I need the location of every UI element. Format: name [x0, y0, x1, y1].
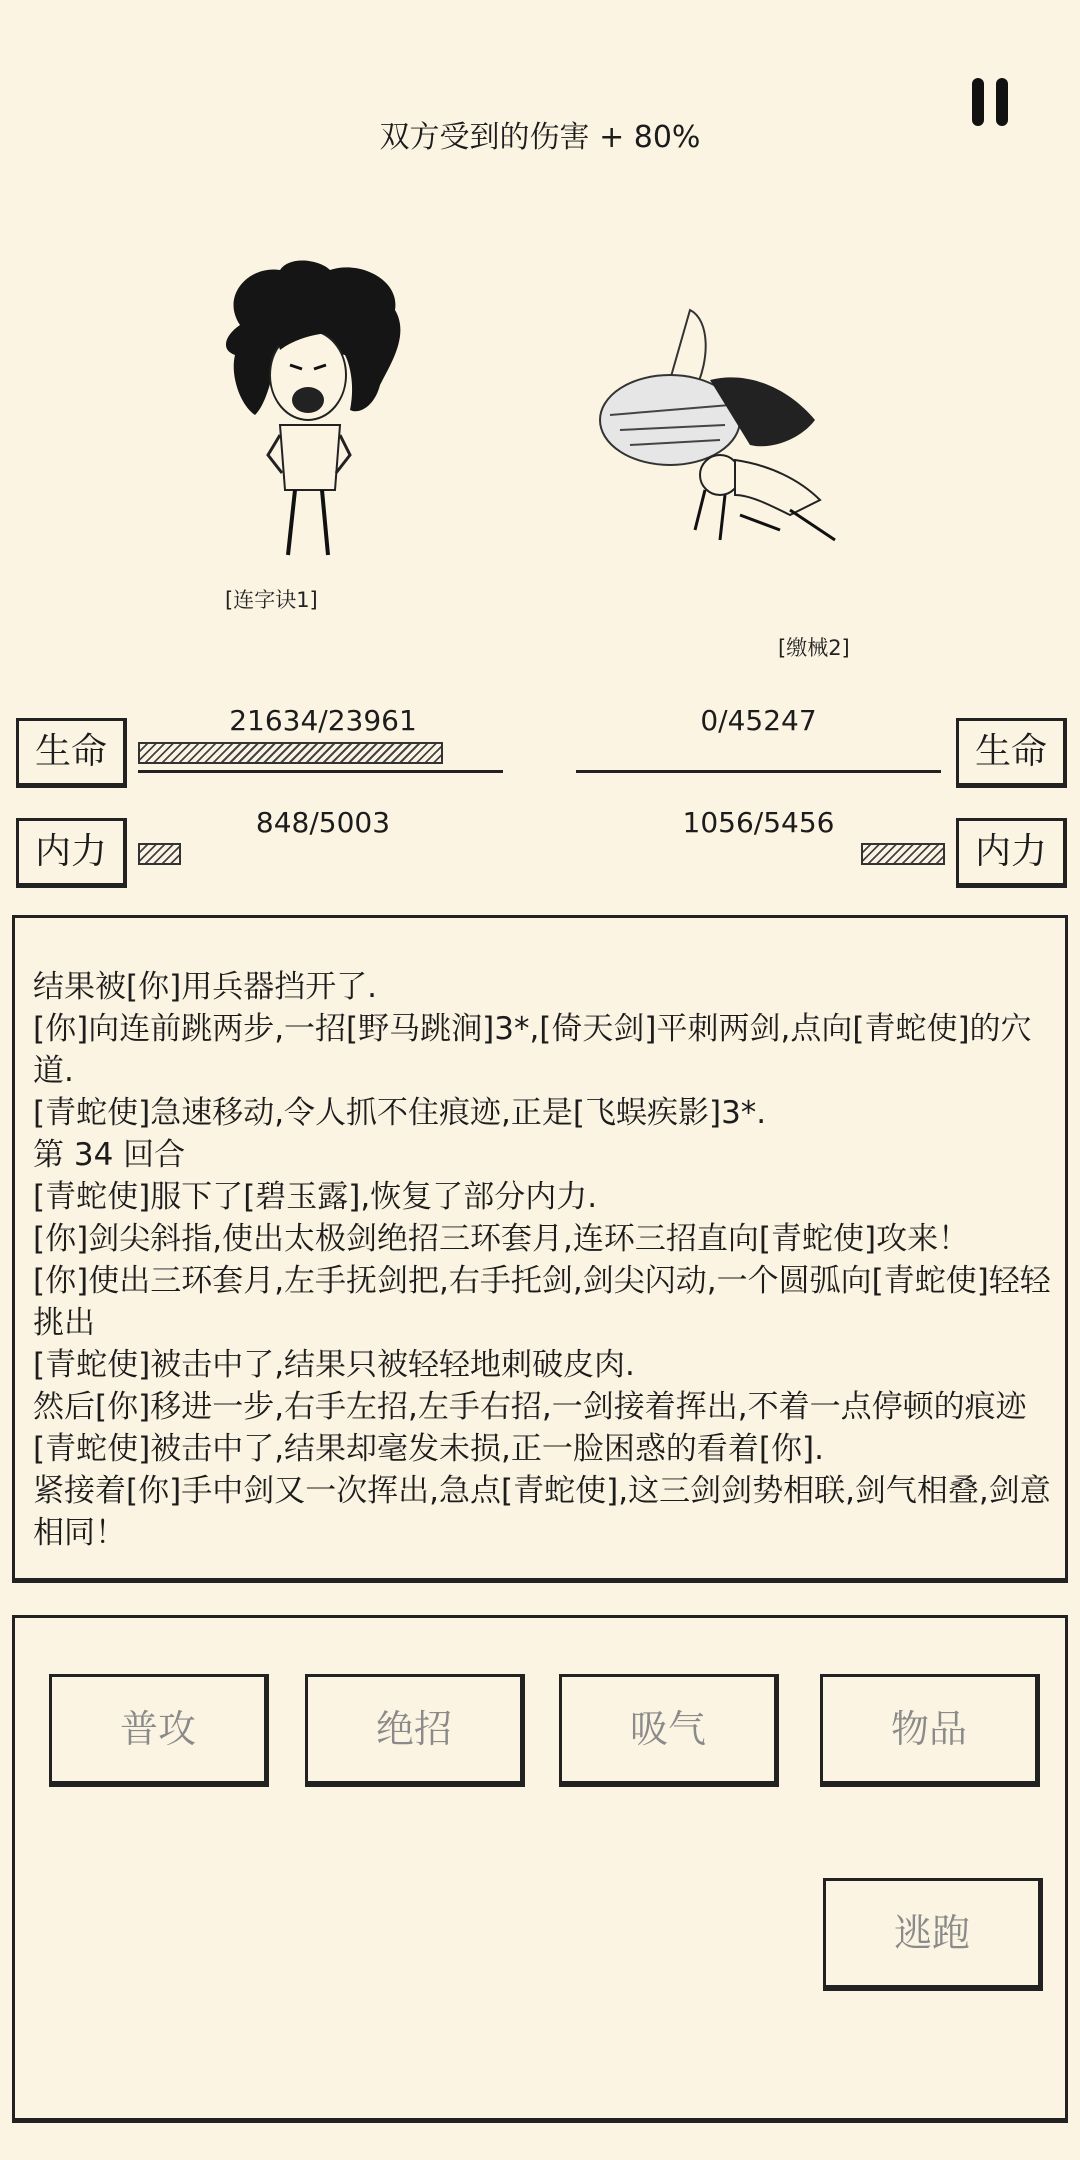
log-line: [你]剑尖斜指,使出太极剑绝招三环套月,连环三招直向[青蛇使]攻来！: [33, 1221, 970, 1257]
log-line: [青蛇使]服下了[碧玉露],恢复了部分内力.: [33, 1179, 598, 1215]
player-skill-tag: [连字诀1]: [225, 588, 318, 612]
log-line: [青蛇使]急速移动,令人抓不住痕迹,正是[飞蜈疾影]3*.: [33, 1095, 767, 1131]
player-mp-bar: [138, 843, 181, 865]
log-line: [你]向连前跳两步,一招[野马跳涧]3*,[倚天剑]平刺两剑,点向[青蛇使]的穴道.: [33, 1011, 1032, 1089]
enemy-hp-label: 生命: [956, 718, 1067, 788]
enemy-mp-value: 1056/5456: [682, 806, 835, 839]
player-character: [210, 255, 420, 565]
log-line: [青蛇使]被击中了,结果只被轻轻地刺破皮肉.: [33, 1347, 635, 1383]
battle-log: [33, 966, 1051, 1554]
log-line: [青蛇使]被击中了,结果却毫发未损,正一脸困惑的看着[你].: [33, 1431, 824, 1467]
player-mp-value: 848/5003: [255, 806, 391, 839]
log-line: 然后[你]移进一步,右手左招,左手右招,一剑接着挥出,不着一点停顿的痕迹: [33, 1389, 1027, 1425]
damage-modifier-text: 双方受到的伤害 + 80%: [379, 120, 701, 155]
log-line: 紧接着[你]手中剑又一次挥出,急点[青蛇使],这三剑剑势相联,剑气相叠,剑意相同！: [33, 1473, 1051, 1551]
action-panel: [12, 1615, 1068, 2123]
attack-button[interactable]: 普攻: [49, 1674, 269, 1787]
items-button[interactable]: 物品: [820, 1674, 1040, 1787]
enemy-hp-value: 0/45247: [700, 704, 817, 737]
battle-log-panel[interactable]: [12, 915, 1068, 1583]
enemy-mp-bar: [861, 843, 945, 865]
ultimate-button[interactable]: 绝招: [305, 1674, 525, 1787]
player-mp-label: 内力: [16, 818, 127, 888]
player-hp-bar: [138, 742, 443, 764]
flee-button[interactable]: 逃跑: [823, 1878, 1043, 1991]
log-line: [你]使出三环套月,左手抚剑把,右手托剑,剑尖闪动,一个圆弧向[青蛇使]轻轻挑出: [33, 1263, 1051, 1341]
enemy-mp-label: 内力: [956, 818, 1067, 888]
player-hp-value: 21634/23961: [229, 704, 417, 737]
player-hp-label: 生命: [16, 718, 127, 788]
absorb-button[interactable]: 吸气: [559, 1674, 779, 1787]
enemy-character: [560, 300, 840, 570]
enemy-skill-tag: [缴械2]: [778, 636, 850, 660]
log-line: 第 34 回合: [33, 1137, 186, 1173]
log-line: 结果被[你]用兵器挡开了.: [33, 969, 378, 1005]
